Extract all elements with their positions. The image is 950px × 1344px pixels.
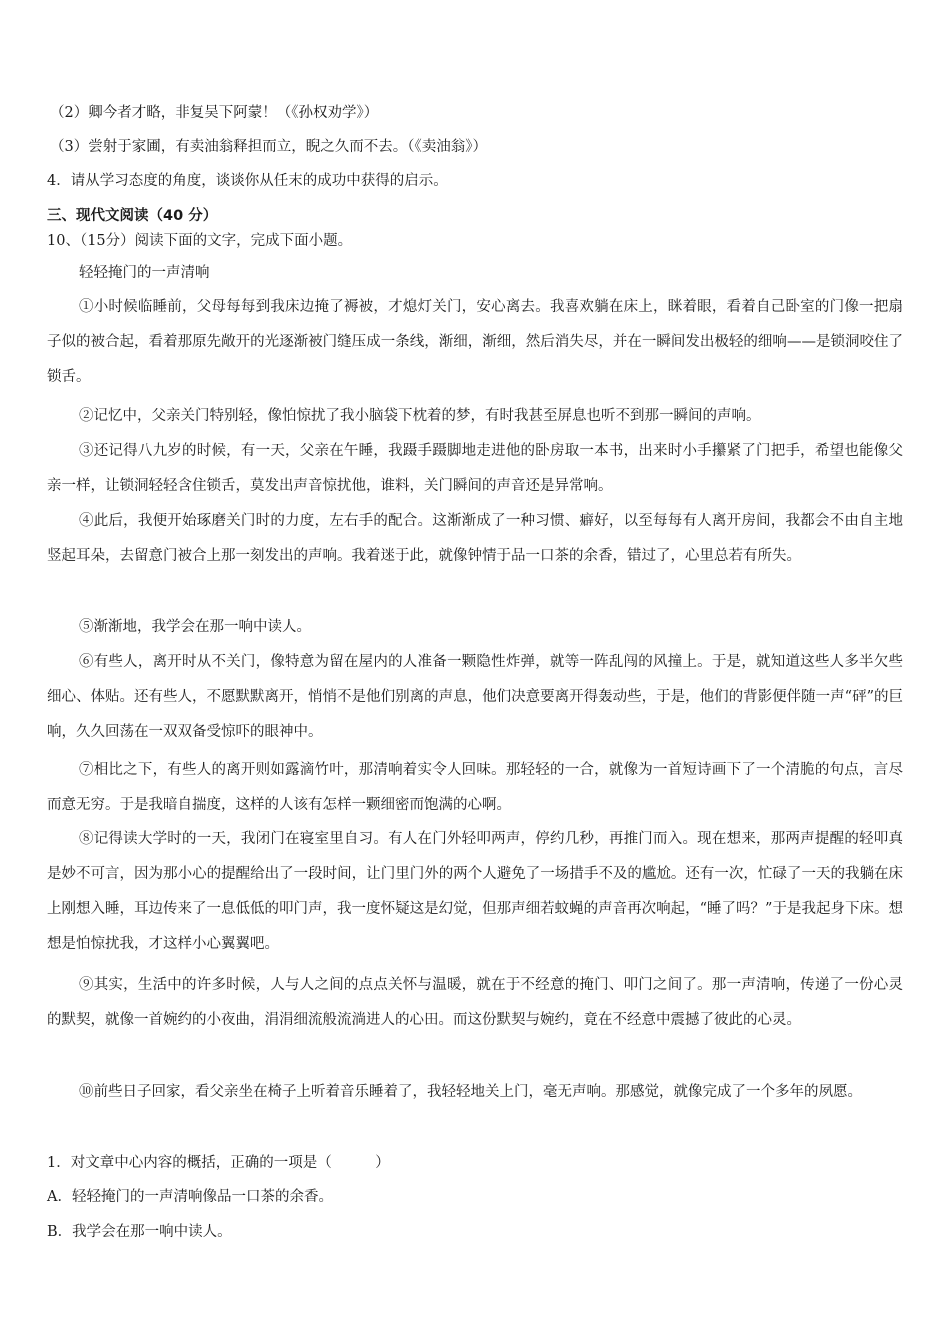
paragraph-9: ⑨其实，生活中的许多时候，人与人之间的点点关怀与温暖，就在于不经意的掩门、叩门之间了。那一声清响，传递了一份心灵的默契，就像一首婉约的小夜曲，涓涓细流般流淌进人的心田。而这份默契与婉约，竟在不经意中震撼了彼此的心灵。	[47, 977, 903, 1028]
article-title: 轻轻掩门的一声清响	[79, 265, 210, 281]
question-2-line: （2）卿今者才略，非复吴下阿蒙！（《孙权劝学》）	[50, 105, 379, 121]
question-1-option-b: B．我学会在那一响中读人。	[47, 1224, 232, 1240]
question-1-option-a: A．轻轻掩门的一声清响像品一口茶的余香。	[47, 1189, 333, 1205]
question-1-stem: 1．对文章中心内容的概括，正确的一项是（ ）	[47, 1155, 390, 1171]
item-10-instruction: 10、（15分）阅读下面的文字，完成下面小题。	[47, 233, 353, 249]
paragraph-6: ⑥有些人，离开时从不关门，像特意为留在屋内的人准备一颗隐性炸弹，就等一阵乱闯的风撞上。于是，就知道这些人多半欠些细心、体贴。还有些人，不愿默默离开，悄悄不是他们别离的声息，他们决意要离开得轰动些，于是，他们的背影便伴随一声“砰”的巨响，久久回荡在一双双备受惊吓的眼神中。	[47, 654, 903, 740]
paragraph-7: ⑦相比之下，有些人的离开则如露滴竹叶，那清响着实令人回味。那轻轻的一合，就像为一首短诗画下了一个清脆的句点，言尽而意无穷。于是我暗自揣度，这样的人该有怎样一颗细密而饱满的心啊。	[47, 762, 903, 813]
question-3-line: （3）尝射于家圃，有卖油翁释担而立，睨之久而不去。（《卖油翁》）	[50, 139, 487, 155]
paragraph-2: ②记忆中，父亲关门特别轻，像怕惊扰了我小脑袋下枕着的梦，有时我甚至屏息也听不到那一瞬间的声响。	[79, 408, 761, 424]
paragraph-4: ④此后，我便开始琢磨关门时的力度，左右手的配合。这渐渐成了一种习惯、癖好，以至每每有人离开房间，我都会不由自主地竖起耳朵，去留意门被合上那一刻发出的声响。我着迷于此，就像钟情于品一口茶的余香，错过了，心里总若有所失。	[47, 513, 903, 564]
paragraph-10: ⑩前些日子回家，看父亲坐在椅子上听着音乐睡着了，我轻轻地关上门，毫无声响。那感觉，就像完成了一个多年的夙愿。	[79, 1084, 862, 1100]
question-4-line: 4．请从学习态度的角度，谈谈你从任末的成功中获得的启示。	[47, 173, 448, 189]
paragraph-1: ①小时候临睡前，父母每每到我床边掩了褥被，才熄灯关门，安心离去。我喜欢躺在床上，眯着眼，看着自己卧室的门像一把扇子似的被合起，看着那原先敞开的光逐渐被门缝压成一条线，渐细，渐细，然后消失尽，并在一瞬间发出极轻的细响——是锁洞咬住了锁舌。	[47, 299, 903, 385]
paragraph-3: ③还记得八九岁的时候，有一天，父亲在午睡，我蹑手蹑脚地走进他的卧房取一本书，出来时小手攥紧了门把手，希望也能像父亲一样，让锁洞轻轻含住锁舌，莫发出声音惊扰他，谁料，关门瞬间的声音还是异常响。	[47, 443, 903, 494]
paragraph-5: ⑤渐渐地，我学会在那一响中读人。	[79, 619, 311, 635]
section-heading: 三、现代文阅读（40 分）	[47, 208, 218, 224]
paragraph-8: ⑧记得读大学时的一天，我闭门在寝室里自习。有人在门外轻叩两声，停约几秒，再推门而入。现在想来，那两声提醒的轻叩真是妙不可言，因为那小心的提醒给出了一段时间，让门里门外的两个人避免了一场措手不及的尴尬。还有一次，忙碌了一天的我躺在床上刚想入睡，耳边传来了一息低低的叩门声，我一度怀疑这是幻觉，但那声细若蚊蝇的声音再次响起，“睡了吗？”于是我起身下床。想想是怕惊扰我，才这样小心翼翼吧。	[47, 831, 903, 952]
